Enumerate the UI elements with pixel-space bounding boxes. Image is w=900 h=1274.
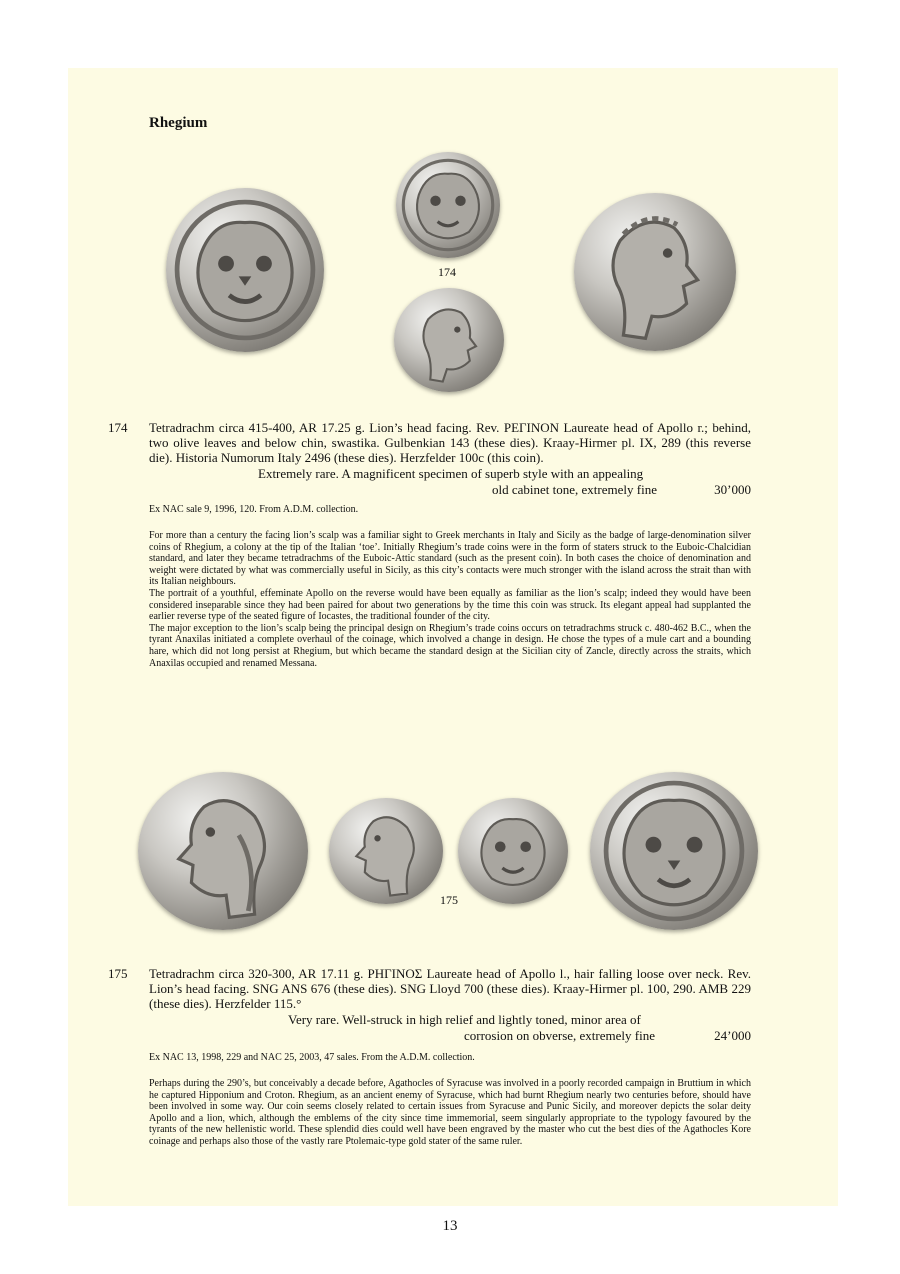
apollo-head-left-icon <box>138 772 308 930</box>
lion-head-icon <box>458 798 568 904</box>
apollo-head-left-icon <box>329 798 443 904</box>
plate-label-174: 174 <box>438 265 456 279</box>
note-paragraph: The portrait of a youthful, effeminate Apollo on the reverse would have been equally as familiar as the lion’s scalp; indeed they would have been considered inseparable since they had been paired for about two generations by the time this coin was struck. Its elegant appeal had supplanted the earlier reverse type of the seated figure of Iocastes, the traditional founder of the city. <box>149 587 751 623</box>
lot-verdict-175-line1: Very rare. Well-struck in high relief and lightly toned, minor area of <box>288 1012 641 1027</box>
note-paragraph: For more than a century the facing lion’s scalp was a familiar sight to Greek merchants in Italy and Sicily as the badge of large-denomination silver coins of Rhegium, a colony at the tip of the Italian ‘toe’. Initially Rhegium’s trade coins were in the form of staters struck to the Euboic-Chalcidian standard, and later they became tetradrachms of the Euboic-Attic standard (such as the present coin). In both cases the choice of denomination and weight were dictated by what was commercially useful in Sicily, as this city’s contacts were much stronger with the island across the strait than with its Italian neighbours. <box>149 530 751 588</box>
coin-175-reverse <box>458 798 568 904</box>
lot-provenance-174: Ex NAC sale 9, 1996, 120. From A.D.M. collection. <box>149 504 359 515</box>
lot-price-174: 30’000 <box>714 482 751 497</box>
lot-verdict-174-line2: old cabinet tone, extremely fine <box>492 482 657 497</box>
coin-175-obverse <box>329 798 443 904</box>
coin-174-reverse-enlarged <box>574 193 736 351</box>
coin-174-obverse <box>396 152 500 258</box>
lion-head-icon <box>396 152 500 258</box>
apollo-head-icon <box>394 288 504 392</box>
lot-verdict-174-line1: Extremely rare. A magnificent specimen of superb style with an appealing <box>258 466 644 481</box>
plate-label-175: 175 <box>440 893 458 907</box>
page-number: 13 <box>442 1218 458 1234</box>
lot-number-174: 174 <box>108 420 128 435</box>
note-paragraph: Perhaps during the 290’s, but conceivably a decade before, Agathocles of Syracuse was involved in a poorly recorded campaign in Bruttium in which he captured Hipponium and Croton. Rhegium, as an ancient enemy of Syracuse, which had burnt Rhegium nearly two centuries before, should have been involved in some way. Our coin seems closely related to certain issues from Syracuse and Punic Sicily, and moreover depicts the solar deity Apollo and a lion, which, although the emblems of the city since time immemorial, seem singularly appropriate to the typology favoured by the tyrants of the new hellenistic world. These splendid dies could well have been engraved by the master who cut the best dies of the Agathocles Kore coinage and perhaps also those of the vastly rare Ptolemaic-type gold stater of the same ruler. <box>149 1078 751 1147</box>
coin-174-reverse <box>394 288 504 392</box>
lot-number-175: 175 <box>108 966 128 981</box>
note-paragraph: The major exception to the lion’s scalp being the principal design on Rhegium’s trade coins occurs on tetradrachms struck c. 480-462 B.C., when the tyrant Anaxilas initiated a complete overhaul of the coinage, which involved a change in design. He chose the types of a mule cart and a bounding hare, which did not long persist at Rhegium, but which became the standard design at the Sicilian city of Zancle, directly across the straits, which Anaxilas occupied and renamed Messana. <box>149 622 751 669</box>
lot-notes-175 <box>149 1078 751 1148</box>
lot-description-175: Tetradrachm circa 320-300, AR 17.11 g. ΡΗΓΙΝΟΣ Laureate head of Apollo l., hair falling loose over neck. Rev. Lion’s head facing. SNG ANS 676 (these dies). SNG Lloyd 700 (these dies). Kraay-Hirmer pl. 100, 290. AMB 229 (these dies). Herzfelder 115.° <box>149 966 751 1011</box>
lot-price-175: 24’000 <box>714 1028 751 1043</box>
lion-head-icon <box>590 772 758 930</box>
lion-head-icon <box>166 188 324 352</box>
coin-175-obverse-enlarged <box>138 772 308 930</box>
lot-verdict-175-line2: corrosion on obverse, extremely fine <box>464 1028 655 1043</box>
lot-notes-174 <box>149 530 751 669</box>
coin-174-obverse-enlarged <box>166 188 324 352</box>
section-title: Rhegium <box>149 115 208 131</box>
apollo-head-icon <box>574 193 736 351</box>
lot-description-174: Tetradrachm circa 415-400, AR 17.25 g. Lion’s head facing. Rev. ΡΕΓΙΝΟΝ Laureate head of Apollo r.; behind, two olive leaves and below chin, swastika. Gulbenkian 143 (these dies). Kraay-Hirmer pl. IX, 289 (this reverse die). Historia Numorum Italy 2496 (these dies). Herzfelder 100c (this coin). <box>149 420 751 465</box>
lot-provenance-175: Ex NAC 13, 1998, 229 and NAC 25, 2003, 47 sales. From the A.D.M. collection. <box>149 1052 475 1063</box>
coin-175-reverse-enlarged <box>590 772 758 930</box>
